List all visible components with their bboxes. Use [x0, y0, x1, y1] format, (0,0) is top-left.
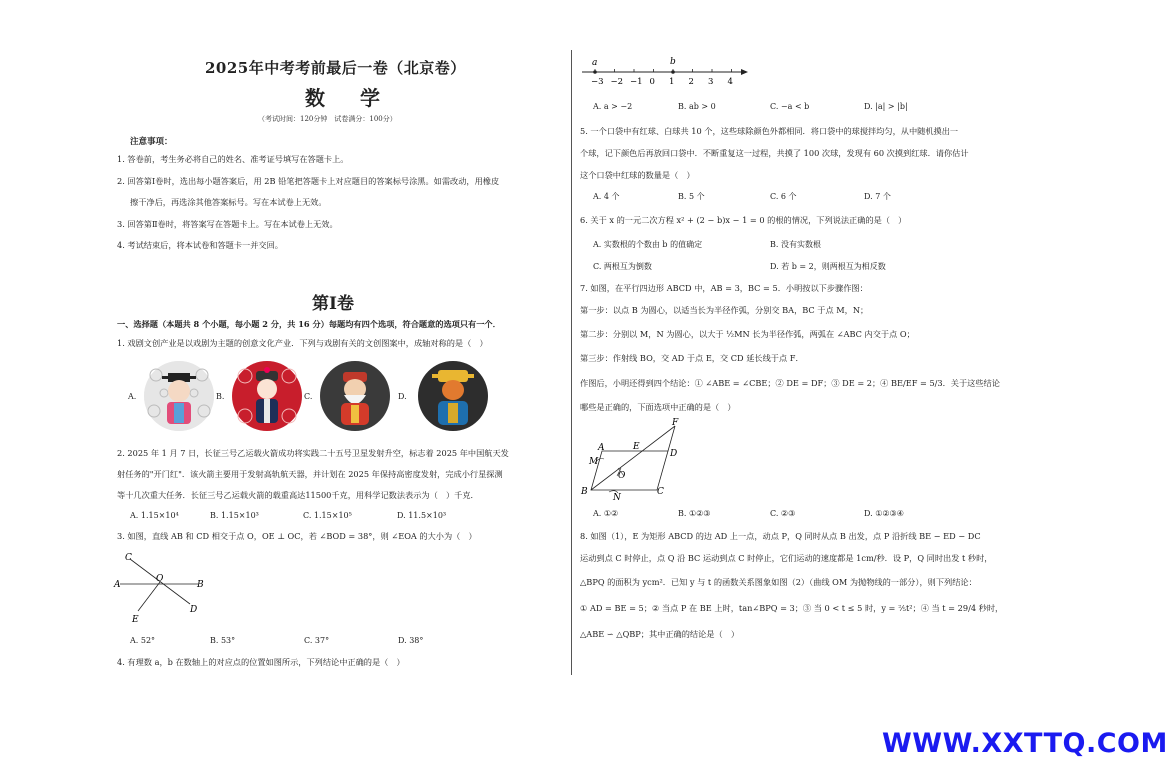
exam-subject: 数 学 — [305, 86, 394, 110]
number-line-tick-label: 4 — [727, 77, 733, 87]
q7-option-a: A. ①② — [593, 509, 619, 518]
q3-option-c: C. 37° — [304, 636, 330, 645]
number-line-tick-label: 1 — [669, 77, 675, 87]
number-line-tick-label: −3 — [591, 77, 604, 87]
label-b: B — [197, 580, 204, 590]
q5-option-a: A. 4 个 — [593, 192, 620, 201]
volume-heading: 第Ⅰ卷 — [312, 294, 354, 314]
axis-label-b: b — [670, 57, 676, 67]
q7-option-c: C. ②③ — [770, 509, 796, 518]
exam-title: 2025年中考考前最后一卷（北京卷） — [205, 59, 466, 77]
q5-option-c: C. 6 个 — [770, 192, 797, 201]
q2-option-c: C. 1.15×10⁵ — [303, 511, 352, 520]
label-c: C — [657, 487, 664, 497]
q8-line: 运动到点 C 时停止，点 Q 沿 BC 运动到点 C 时停止，它们运动的速度都是 1cm/秒．设 P，Q 同时出发 t 秒时， — [580, 553, 993, 563]
label-a: A — [598, 443, 605, 453]
label-d: D — [670, 449, 678, 459]
q1-option-a-label: A. — [128, 392, 137, 401]
label-b: B — [581, 487, 588, 497]
q1-option-c-label: C. — [304, 392, 313, 401]
q7-parallelogram-figure — [578, 416, 688, 502]
q8-line: △BPQ 的面积为 ycm²．已知 y 与 t 的函数关系图象如图（2）（曲线 OM 为抛物线的一部分），则下列结论： — [580, 577, 977, 587]
point-b — [671, 70, 675, 74]
q4-number-line — [580, 54, 752, 88]
q2-option-d: D. 11.5×10³ — [397, 511, 447, 520]
q8-line: ① AD = BE = 5；② 当点 P 在 BE 上时，tan∠BPQ = 3；③ 当 0 < t ≤ 5 时，y = ⅖t²；④ 当 t = 29/4 秒时， — [580, 603, 1004, 613]
opera-figure-d-image — [418, 361, 488, 431]
label-o: O — [156, 574, 164, 584]
label-d: D — [190, 605, 198, 615]
q1-option-d-label: D. — [398, 392, 407, 401]
number-line-tick-label: 2 — [688, 77, 694, 87]
q7-line: 第三步：作射线 BO，交 AD 于点 E，交 CD 延长线于点 F． — [580, 353, 804, 363]
point-a — [593, 70, 597, 74]
q3-option-b: B. 53° — [210, 636, 236, 645]
q7-line: 哪些是正确的，下面选项中正确的是（ ） — [580, 402, 736, 412]
note-item: 3. 回答第Ⅱ卷时，将答案写在答题卡上。写在本试卷上无效。 — [117, 219, 338, 229]
site-watermark: WWW.XXTTQ.COM — [882, 728, 1168, 759]
q4-option-d: D. |a| > |b| — [864, 102, 908, 111]
number-line-tick-label: 3 — [708, 77, 714, 87]
opera-figure-c-image — [320, 361, 390, 431]
ray-oe — [138, 582, 160, 611]
q6-option-b: B. 没有实数根 — [770, 240, 821, 249]
notes-heading: 注意事项： — [130, 137, 173, 147]
q7-line: 第一步：以点 B 为圆心，以适当长为半径作弧，分别交 BA，BC 于点 M，N； — [580, 305, 869, 315]
note-item: 4. 考试结束后，将本试卷和答题卡一并交回。 — [117, 240, 283, 250]
label-m: M — [589, 457, 599, 467]
q5-line: 个球，记下颜色后再放回口袋中．不断重复这一过程，共摸了 100 次球，发现有 60 次摸到红球．请你估计 — [580, 148, 969, 158]
q8-line: 8. 如图（1），E 为矩形 ABCD 的边 AD 上一点，动点 P，Q 同时从点 B 出发，点 P 沿折线 BE − ED − DC — [580, 531, 981, 541]
q2-line: 射任务的"开门红"．该火箭主要用于发射高轨航天器，并计划在 2025 年保持高密度发射，完成小行星探测 — [117, 469, 503, 479]
q4-option-c: C. −a < b — [770, 102, 810, 111]
opera-figure-a-image — [144, 361, 214, 431]
q3-lines-figure — [112, 548, 212, 628]
note-item: 2. 回答第Ⅰ卷时，选出每小题答案后，用 2B 铅笔把答题卡上对应题目的答案标号涂黑。如需改动，用橡皮 — [117, 176, 500, 186]
label-f: F — [672, 418, 679, 428]
q6-text: 6. 关于 x 的一元二次方程 x² + (2 − b)x − 1 = 0 的根的情况，下列说法正确的是（ ） — [580, 215, 907, 225]
q2-option-b: B. 1.15×10³ — [210, 511, 259, 520]
number-line-tick-label: 0 — [649, 77, 655, 87]
q3-option-d: D. 38° — [398, 636, 424, 645]
q6-option-c: C. 两根互为倒数 — [593, 262, 652, 271]
q1-option-b-label: B. — [216, 392, 225, 401]
q4-option-b: B. ab > 0 — [678, 102, 716, 111]
q5-option-d: D. 7 个 — [864, 192, 891, 201]
q7-line: 作图后，小明还得到四个结论：① ∠ABE = ∠CBE；② DE = DF；③ DE = 2；④ BE/EF = 5/3．关于这些结论 — [580, 378, 1000, 388]
q4-option-a: A. a > −2 — [593, 102, 633, 111]
q6-option-a: A. 实数根的个数由 b 的值确定 — [593, 240, 703, 249]
q4-text: 4. 有理数 a，b 在数轴上的对应点的位置如图所示，下列结论中正确的是（ ） — [117, 657, 405, 667]
q6-option-d: D. 若 b = 2，则两根互为相反数 — [770, 262, 886, 271]
exam-meta: （考试时间：120分钟 试卷满分：100分） — [258, 115, 397, 123]
q8-line: △ABE ∽ △QBP；其中正确的结论是（ ） — [580, 629, 740, 639]
label-o: O — [618, 471, 626, 481]
label-c: C — [125, 553, 132, 563]
opera-figure-b-image — [232, 361, 302, 431]
label-e: E — [132, 615, 139, 625]
q5-line: 5. 一个口袋中有红球、白球共 10 个，这些球除颜色外都相同．将口袋中的球搅拌均匀，从中随机摸出一 — [580, 126, 959, 136]
q2-line: 2. 2025 年 1 月 7 日，长征三号乙运载火箭成功将实践二十五号卫星发射升空，标志着 2025 年中国航天发 — [117, 448, 509, 458]
number-line-tick-label: −2 — [610, 77, 624, 87]
q7-option-d: D. ①②③④ — [864, 509, 904, 518]
axis-label-a: a — [592, 58, 598, 68]
note-item: 擦干净后，再选涂其他答案标号。写在本试卷上无效。 — [130, 197, 327, 207]
label-e: E — [633, 442, 640, 452]
q7-line: 第二步：分别以 M，N 为圆心，以大于 ½MN 长为半径作弧，两弧在 ∠ABC 内交于点 O； — [580, 329, 915, 339]
number-line-tick-label: −1 — [630, 77, 643, 87]
column-divider — [571, 50, 572, 675]
q2-option-a: A. 1.15×10⁴ — [130, 511, 179, 520]
q3-option-a: A. 52° — [130, 636, 156, 645]
q1-text: 1. 戏剧文创产业是以戏剧为主题的创意文化产业．下列与戏剧有关的文创图案中，成轴对称的是（ ） — [117, 338, 488, 348]
section-heading: 一、选择题（本题共 8 个小题，每小题 2 分，共 16 分）每题均有四个选项，符合题意的选项只有一个． — [117, 319, 501, 329]
q7-option-b: B. ①②③ — [678, 509, 711, 518]
note-item: 1. 答卷前，考生务必将自己的姓名、准考证号填写在答题卡上。 — [117, 154, 349, 164]
q2-line: 等十几次重大任务．长征三号乙运载火箭的载重高达11500千克，用科学记数法表示为（ ）千克． — [117, 490, 479, 500]
q5-option-b: B. 5 个 — [678, 192, 705, 201]
q7-line: 7. 如图，在平行四边形 ABCD 中，AB = 3，BC = 5．小明按以下步骤作图： — [580, 283, 868, 293]
q5-line: 这个口袋中红球的数量是（ ） — [580, 170, 695, 180]
q3-text: 3. 如图，直线 AB 和 CD 相交于点 O，OE ⊥ OC，若 ∠BOD = 38°，则 ∠EOA 的大小为（ ） — [117, 531, 477, 541]
label-n: N — [613, 493, 621, 503]
label-a: A — [114, 580, 121, 590]
